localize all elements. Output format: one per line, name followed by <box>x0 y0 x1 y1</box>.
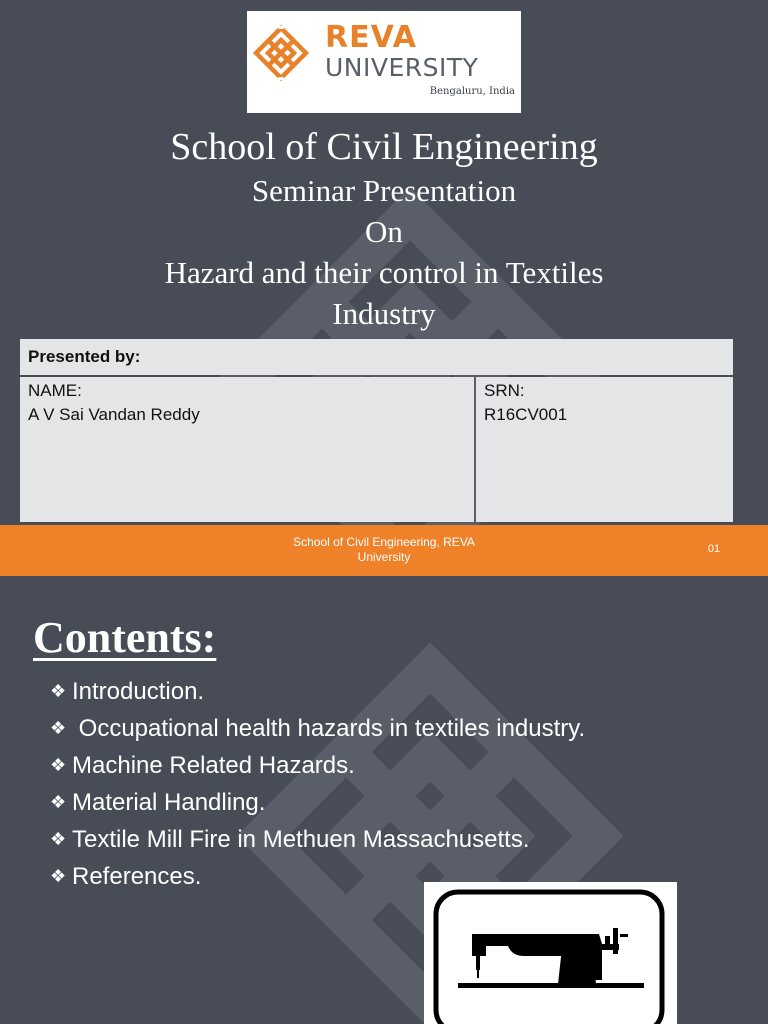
subtitle-line-2: On <box>365 214 403 249</box>
diamond-bullet-icon: ❖ <box>50 755 67 775</box>
school-title: School of Civil Engineering <box>170 126 598 168</box>
srn-value: R16CV001 <box>484 405 568 424</box>
name-label: NAME: <box>28 381 82 400</box>
diamond-bullet-icon: ❖ <box>50 792 67 812</box>
contents-list <box>50 674 585 896</box>
list-item-text: Occupational health hazards in textiles industry. <box>72 715 586 742</box>
diamond-bullet-icon: ❖ <box>50 866 67 886</box>
university-logo <box>247 11 521 113</box>
logo-location: Bengaluru, India <box>429 86 515 97</box>
diamond-bullet-icon: ❖ <box>50 681 67 701</box>
footer-line-2: University <box>357 550 411 564</box>
diamond-bullet-icon: ❖ <box>50 829 67 849</box>
slide-footer <box>0 525 768 576</box>
list-item <box>50 748 585 785</box>
list-item-text: Machine Related Hazards. <box>72 752 355 779</box>
subtitle-line-1: Seminar Presentation <box>251 173 517 208</box>
presenter-srn-cell <box>476 377 733 522</box>
list-item-text: Material Handling. <box>72 789 266 816</box>
presenter-table-header <box>20 339 733 375</box>
list-item <box>50 822 585 859</box>
slide-number: 01 <box>707 543 721 555</box>
list-item <box>50 674 585 711</box>
list-item <box>50 785 585 822</box>
contents-heading: Contents: <box>33 613 217 662</box>
subtitle-line-3: Hazard and their control in Textiles <box>164 255 604 290</box>
srn-label: SRN: <box>484 381 525 400</box>
list-item <box>50 711 585 748</box>
presenter-table <box>20 339 733 520</box>
diamond-bullet-icon: ❖ <box>50 718 67 738</box>
list-item-text: References. <box>72 863 202 890</box>
footer-text <box>284 535 484 565</box>
logo-wordmark-reva: REVA <box>325 20 417 55</box>
footer-line-1: School of Civil Engineering, REVA <box>293 535 475 549</box>
name-value: A V Sai Vandan Reddy <box>28 405 200 424</box>
subtitle-line-4: Industry <box>332 296 436 331</box>
sewing-machine-image <box>424 882 677 1024</box>
list-item-text: Introduction. <box>72 678 205 705</box>
contents-slide <box>0 576 768 1024</box>
sewing-machine-icon <box>424 882 677 1024</box>
list-item-text: Textile Mill Fire in Methuen Massachusetts. <box>72 826 530 853</box>
presenter-name-cell <box>20 377 474 522</box>
presented-by-label: Presented by: <box>28 347 141 366</box>
logo-wordmark-university: UNIVERSITY <box>325 53 479 82</box>
endless-knot-logo-icon <box>253 25 309 81</box>
